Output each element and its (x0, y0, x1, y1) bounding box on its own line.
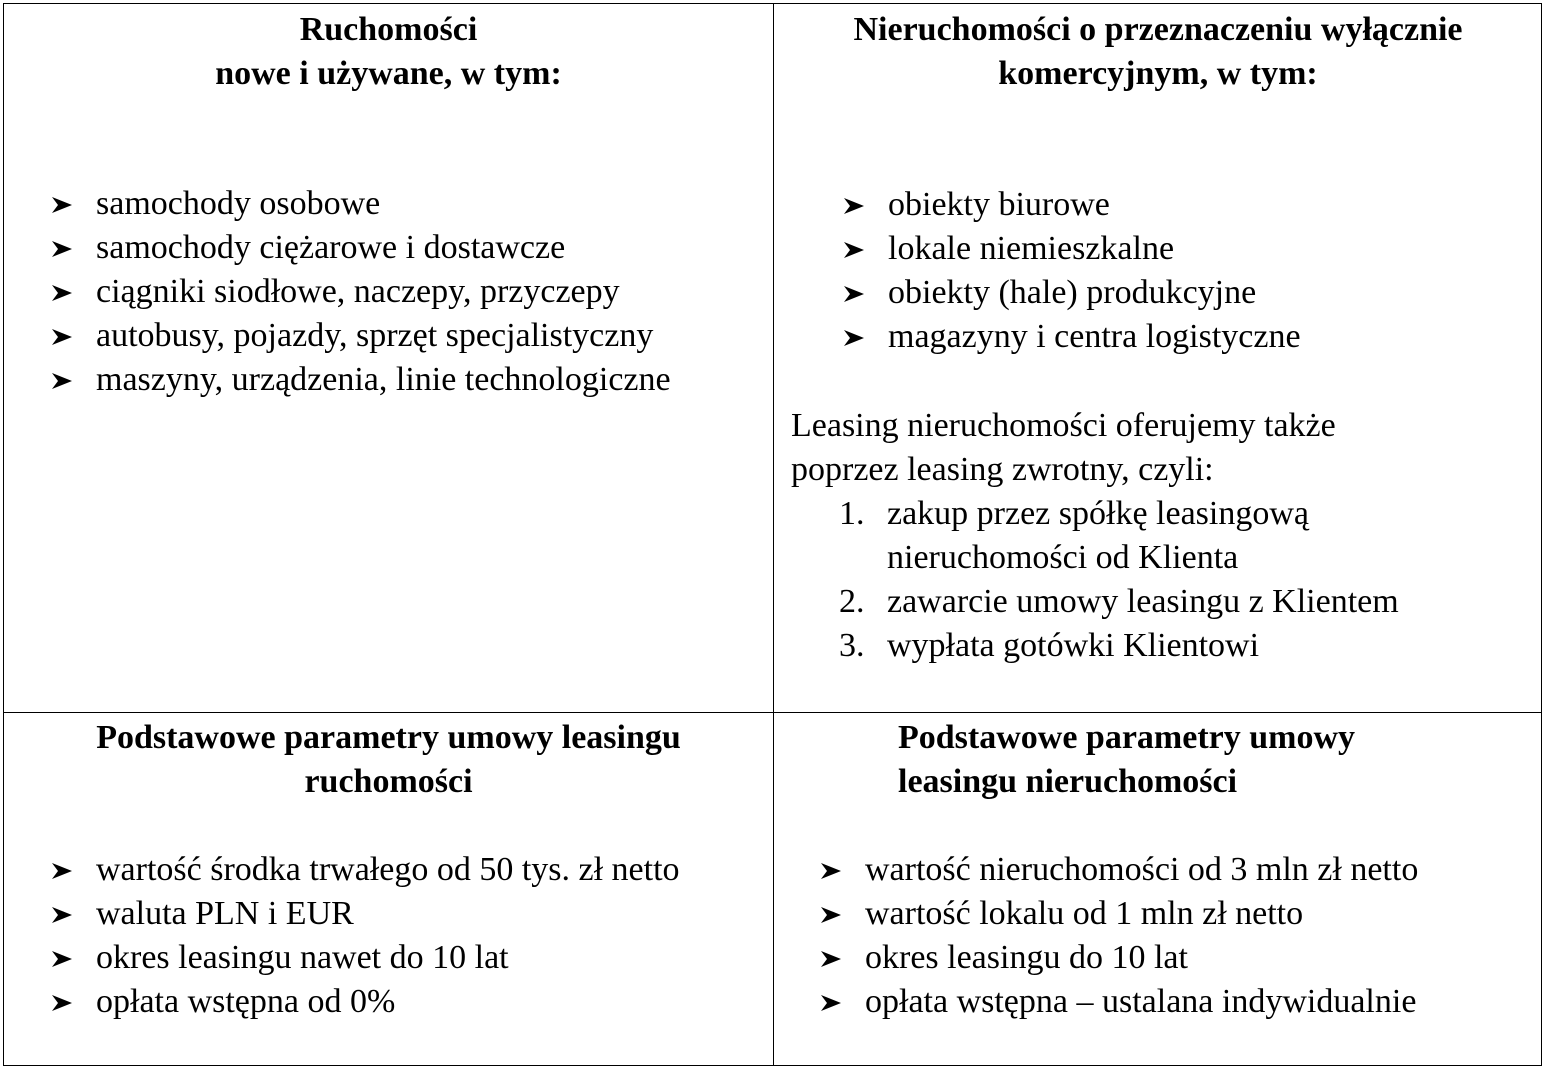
arrow-bullet-icon (52, 892, 76, 936)
list-item: opłata wstępna – ustalana indywidualnie (821, 980, 1536, 1024)
arrow-bullet-icon (52, 980, 76, 1024)
arrow-bullet-icon (821, 892, 845, 936)
list-item: wartość lokalu od 1 mln zł netto (821, 892, 1536, 936)
arrow-bullet-icon (821, 980, 845, 1024)
leaseback-steps (791, 492, 1536, 668)
arrow-bullet-icon (844, 271, 868, 315)
arrow-bullet-icon (844, 183, 868, 227)
real-estate-params-list (821, 848, 1536, 1024)
list-item: 1. zakup przez spółkę leasingową nieruchomości od Klienta (839, 495, 1309, 576)
row-divider (3, 712, 1542, 713)
list-item: opłata wstępna od 0% (52, 980, 767, 1024)
real-estate-params-list-wrap (821, 848, 1536, 1024)
cell-movables-params (4, 716, 773, 804)
arrow-bullet-icon (52, 314, 76, 358)
real-estate-params-heading: Podstawowe parametry umowy leasingu nieruchomości (898, 719, 1356, 800)
list-item: wartość środka trwałego od 50 tys. zł netto (52, 848, 767, 892)
cell-real-estate (775, 8, 1541, 96)
arrow-bullet-icon (821, 848, 845, 892)
movables-heading: Ruchomości nowe i używane, w tym: (215, 11, 562, 92)
list-item: 3. wypłata gotówki Klientowi (839, 627, 1260, 664)
movables-params-heading: Podstawowe parametry umowy leasingu ruchomości (96, 719, 681, 800)
list-item: autobusy, pojazdy, sprzęt specjalistyczny (52, 314, 767, 358)
movables-params-list (52, 848, 767, 1024)
list-item: 2. zawarcie umowy leasingu z Klientem (839, 583, 1399, 620)
list-item: lokale niemieszkalne (844, 227, 1534, 271)
arrow-bullet-icon (52, 226, 76, 270)
movables-list (52, 182, 767, 402)
list-item: ciągniki siodłowe, naczepy, przyczepy (52, 270, 767, 314)
list-item: wartość nieruchomości od 3 mln zł netto (821, 848, 1536, 892)
list-item: obiekty biurowe (844, 183, 1534, 227)
leaseback-intro: Leasing nieruchomości oferujemy także poprzez leasing zwrotny, czyli: (791, 407, 1336, 488)
leaseback-block (791, 404, 1536, 668)
movables-list-wrap (52, 182, 767, 402)
arrow-bullet-icon (844, 315, 868, 359)
real-estate-heading: Nieruchomości o przeznaczeniu wyłącznie komercyjnym, w tym: (853, 11, 1463, 92)
list-item: samochody ciężarowe i dostawcze (52, 226, 767, 270)
list-item: okres leasingu do 10 lat (821, 936, 1536, 980)
list-item: samochody osobowe (52, 182, 767, 226)
column-divider (773, 3, 774, 1066)
list-item: magazyny i centra logistyczne (844, 315, 1534, 359)
arrow-bullet-icon (52, 936, 76, 980)
real-estate-list (844, 183, 1534, 359)
list-item: obiekty (hale) produkcyjne (844, 271, 1534, 315)
arrow-bullet-icon (821, 936, 845, 980)
arrow-bullet-icon (52, 182, 76, 226)
arrow-bullet-icon (844, 227, 868, 271)
list-item: maszyny, urządzenia, linie technologiczne (52, 358, 767, 402)
list-item: waluta PLN i EUR (52, 892, 767, 936)
arrow-bullet-icon (52, 270, 76, 314)
arrow-bullet-icon (52, 358, 76, 402)
real-estate-list-wrap (844, 183, 1534, 359)
list-item: okres leasingu nawet do 10 lat (52, 936, 767, 980)
arrow-bullet-icon (52, 848, 76, 892)
movables-params-list-wrap (52, 848, 767, 1024)
cell-real-estate-params (898, 716, 1538, 804)
